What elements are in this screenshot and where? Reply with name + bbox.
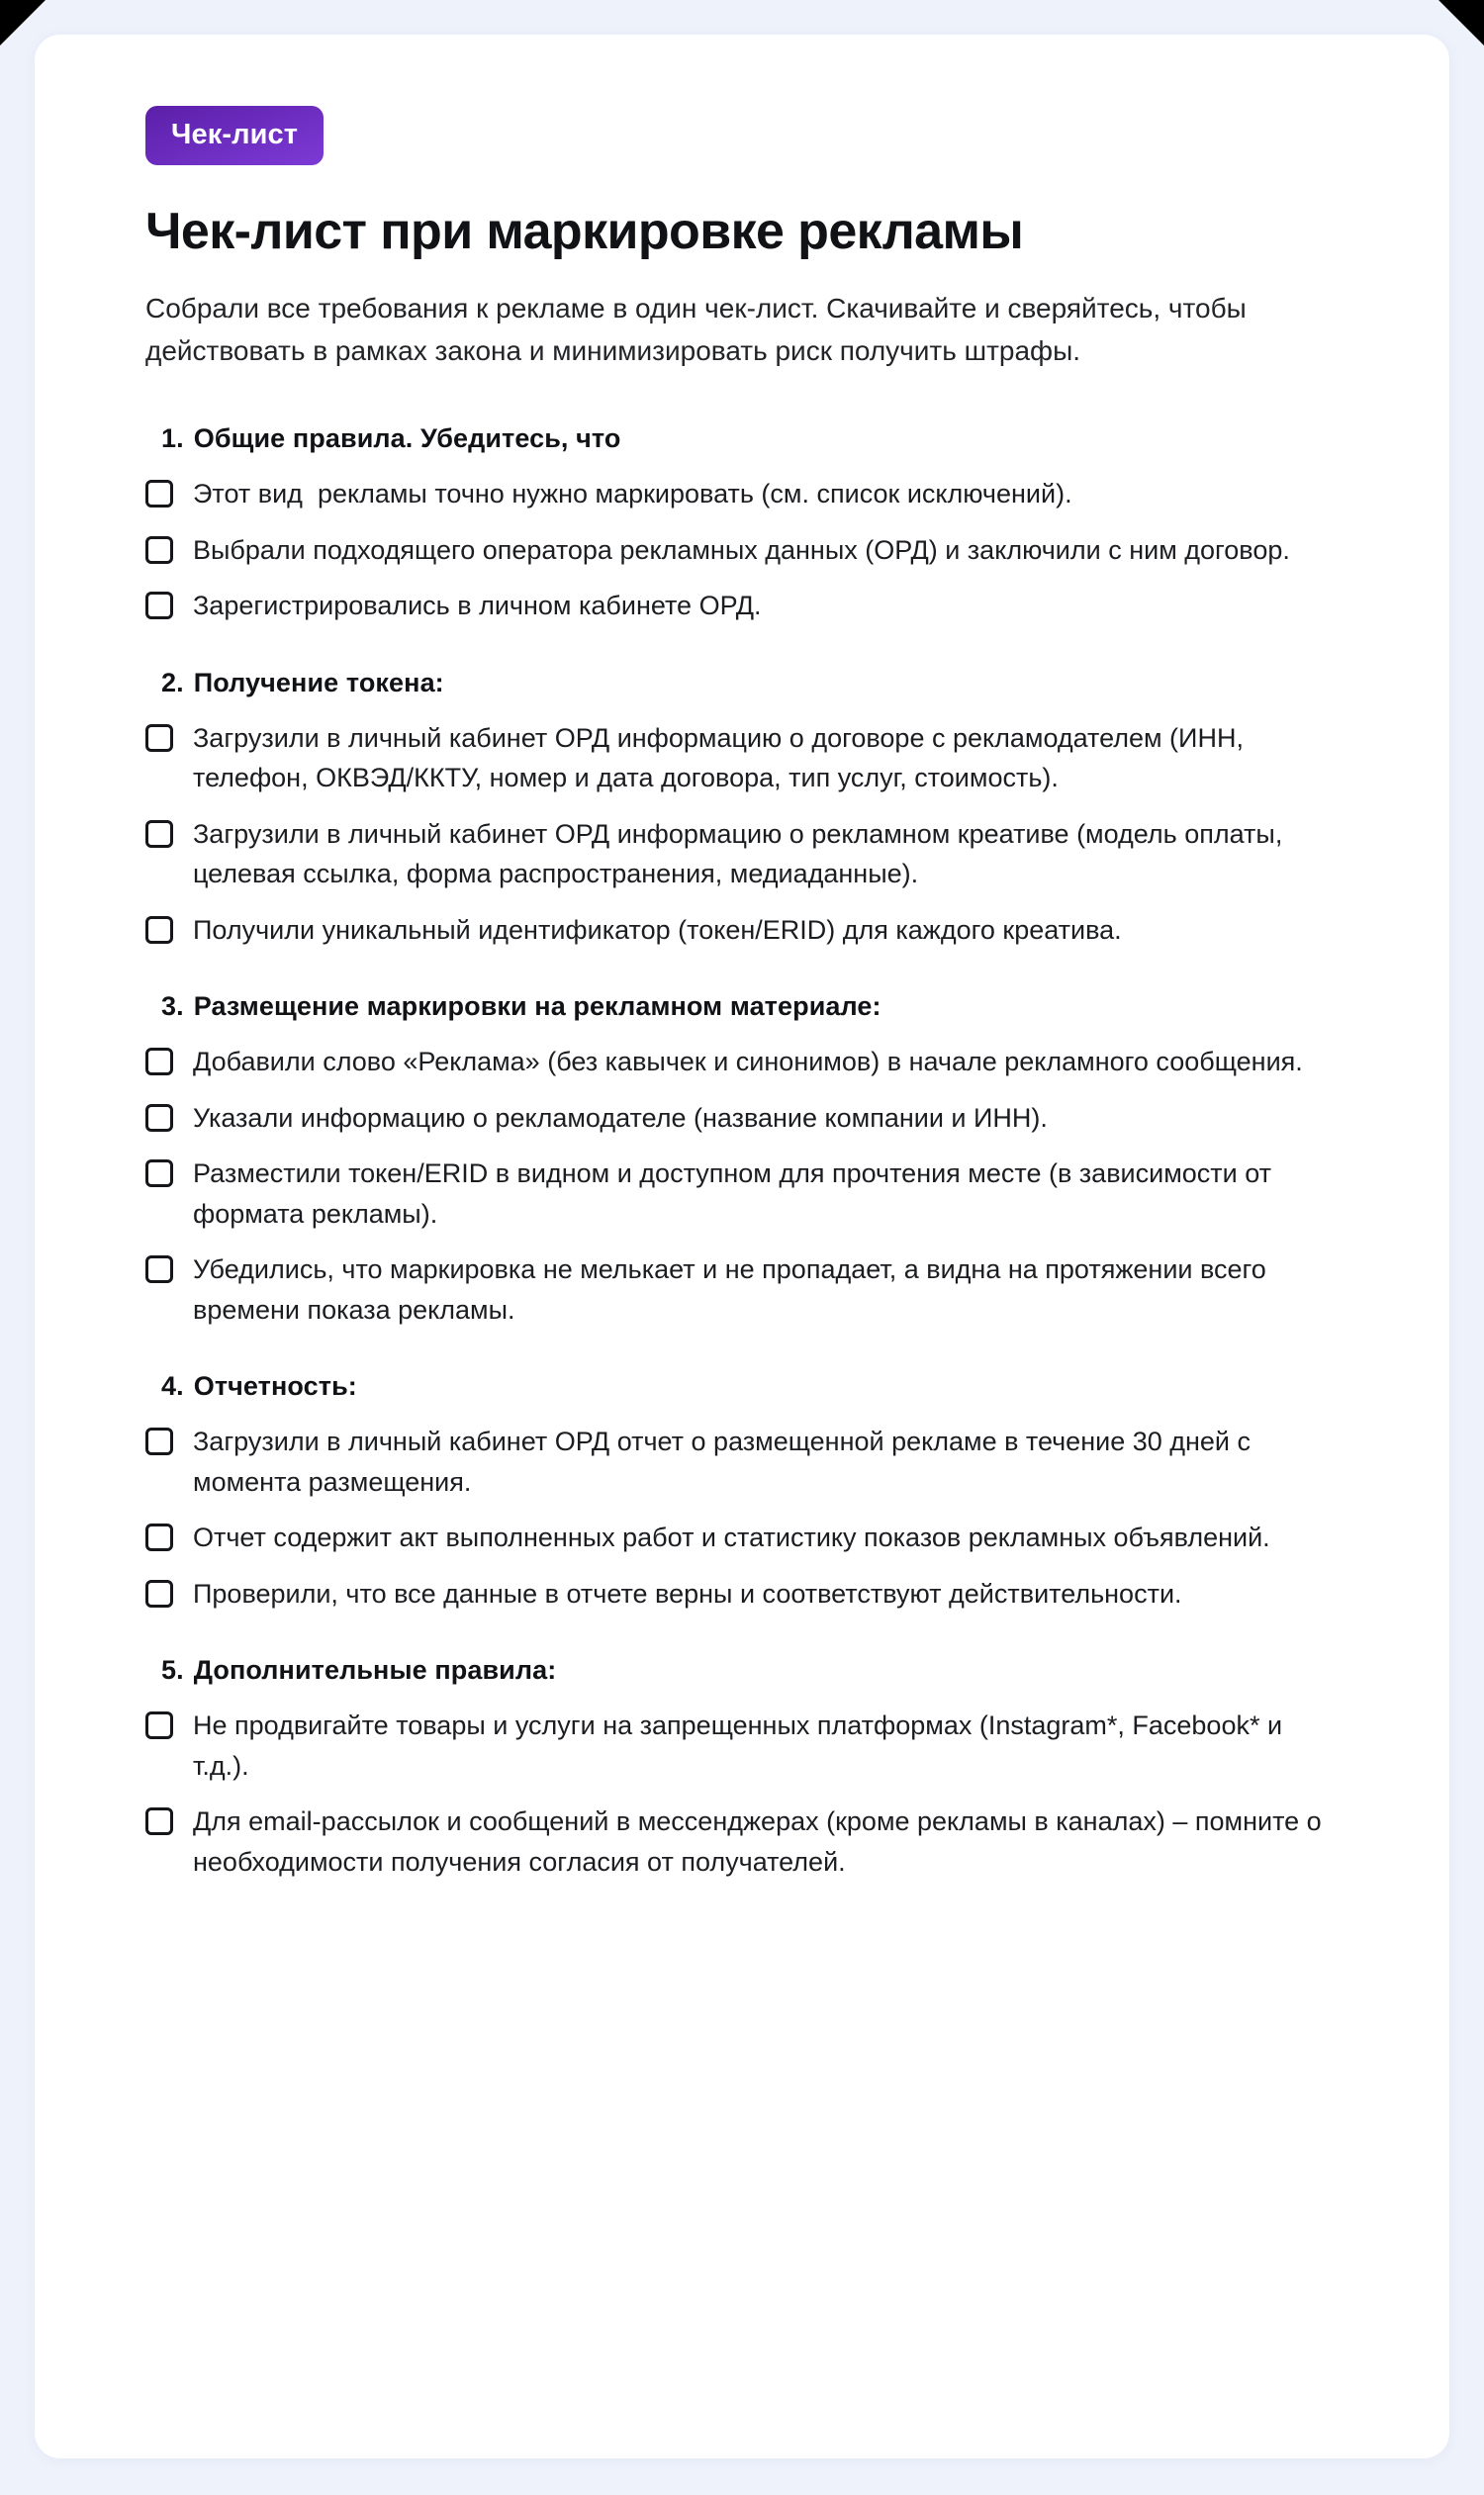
checkbox-icon[interactable] [145, 1048, 173, 1075]
checklist-item-label: Проверили, что все данные в отчете верны и соответствуют действительности. [193, 1578, 1182, 1609]
checkbox-icon[interactable] [145, 1159, 173, 1187]
section-heading [145, 423, 1372, 454]
checklist-section [145, 1655, 1372, 1882]
section-heading [145, 668, 1372, 698]
checklist-section [145, 991, 1372, 1330]
section-number: 2. [161, 667, 184, 697]
checklist-item-label: Указали информацию о рекламодателе (название компании и ИНН). [193, 1102, 1048, 1133]
checklist-item[interactable] [145, 1518, 1372, 1558]
document-card [35, 35, 1449, 2458]
section-title: Отчетность: [193, 1371, 357, 1402]
section-heading [145, 991, 1372, 1022]
checklist-item-label: Получили уникальный идентификатор (токен/ERID) для каждого креатива. [193, 914, 1122, 945]
checklist-item[interactable] [145, 1574, 1372, 1615]
checklist-item[interactable] [145, 1802, 1372, 1882]
checklist-item[interactable] [145, 1098, 1372, 1139]
checkbox-icon[interactable] [145, 1807, 173, 1835]
section-title: Дополнительные правила: [193, 1655, 557, 1686]
section-heading [145, 1371, 1372, 1402]
checkbox-icon[interactable] [145, 1524, 173, 1551]
checklist-item[interactable] [145, 1422, 1372, 1502]
checklist-item-label: Не продвигайте товары и услуги на запрещенных платформах (Instagram*, Facebook* и т.д.). [193, 1710, 1290, 1781]
checkbox-icon[interactable] [145, 1580, 173, 1608]
checklist-item-label: Добавили слово «Реклама» (без кавычек и синонимов) в начале рекламного сообщения. [193, 1047, 1303, 1077]
checklist-item[interactable] [145, 530, 1372, 571]
checklist-item[interactable] [145, 1249, 1372, 1330]
section-title: Размещение маркировки на рекламном материале: [193, 991, 881, 1022]
checkbox-icon[interactable] [145, 916, 173, 944]
checklist-item[interactable] [145, 474, 1372, 514]
section-title: Общие правила. Убедитесь, что [193, 423, 621, 454]
checklist-item[interactable] [145, 1042, 1372, 1082]
checklist-item[interactable] [145, 1706, 1372, 1786]
checklist-item[interactable] [145, 1154, 1372, 1234]
checkbox-icon[interactable] [145, 536, 173, 564]
checklist-item-label: Этот вид рекламы точно нужно маркировать (см. список исключений). [193, 479, 1072, 509]
checkbox-icon[interactable] [145, 480, 173, 508]
checklist-item-label: Разместили токен/ERID в видном и доступном для прочтения месте (в зависимости от формата рекламы). [193, 1158, 1279, 1229]
checklist-item-label: Убедились, что маркировка не мелькает и не пропадает, а видна на протяжении всего времени показа рекламы. [193, 1254, 1274, 1325]
corner-artifact-top-left [0, 0, 46, 46]
checkbox-icon[interactable] [145, 1428, 173, 1455]
section-number: 1. [161, 423, 184, 454]
intro-paragraph: Собрали все требования к рекламе в один чек-лист. Скачивайте и сверяйтесь, чтобы действовать в рамках закона и минимизировать риск получить штрафы. [145, 293, 1247, 366]
checklist-item-label: Зарегистрировались в личном кабинете ОРД. [193, 591, 762, 621]
checkbox-icon[interactable] [145, 1711, 173, 1739]
checklist-sections [145, 423, 1372, 1882]
checklist-item-label: Загрузили в личный кабинет ОРД отчет о размещенной рекламе в течение 30 дней с момента размещения. [193, 1427, 1258, 1497]
checklist-item[interactable] [145, 718, 1372, 798]
checkbox-icon[interactable] [145, 1104, 173, 1132]
checklist-item-label: Выбрали подходящего оператора рекламных данных (ОРД) и заключили с ним договор. [193, 534, 1290, 565]
checklist-item[interactable] [145, 586, 1372, 626]
section-heading [145, 1655, 1372, 1686]
section-number: 3. [161, 991, 184, 1022]
checklist-item[interactable] [145, 814, 1372, 894]
checklist-section [145, 423, 1372, 626]
checklist-section [145, 1371, 1372, 1614]
checkbox-icon[interactable] [145, 592, 173, 619]
section-title: Получение токена: [193, 667, 444, 697]
document-content [35, 35, 1449, 1882]
checklist-section [145, 668, 1372, 951]
section-number: 5. [161, 1655, 184, 1686]
checklist-badge: Чек-лист [145, 106, 324, 165]
checkbox-icon[interactable] [145, 820, 173, 848]
checklist-item-label: Загрузили в личный кабинет ОРД информацию о договоре с рекламодателем (ИНН, телефон, ОКВЭД/ККТУ, номер и дата договора, тип услуг, стоимость). [193, 722, 1252, 793]
corner-artifact-top-right [1438, 0, 1484, 46]
section-number: 4. [161, 1371, 184, 1402]
checklist-item[interactable] [145, 910, 1372, 951]
checklist-item-label: Для email-рассылок и сообщений в мессенджерах (кроме рекламы в каналах) – помните о необходимости получения согласия от получателей. [193, 1806, 1330, 1877]
checklist-item-label: Загрузили в личный кабинет ОРД информацию о рекламном креативе (модель оплаты, целевая ссылка, форма распространения, медиаданные). [193, 818, 1290, 889]
checkbox-icon[interactable] [145, 1255, 173, 1283]
checkbox-icon[interactable] [145, 724, 173, 752]
page-title: Чек-лист при маркировке рекламы [145, 203, 1024, 260]
checklist-item-label: Отчет содержит акт выполненных работ и статистику показов рекламных объявлений. [193, 1523, 1270, 1553]
